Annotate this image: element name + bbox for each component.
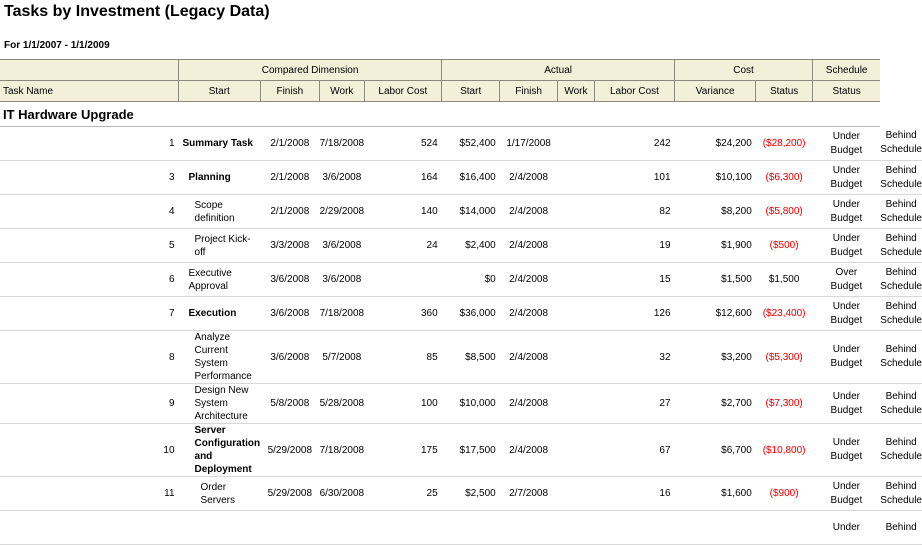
- actual-start-cell: [500, 511, 558, 545]
- actual-finish-cell: [558, 511, 595, 545]
- schedule-status-cell: [880, 127, 922, 161]
- compared-labor-cost-cell: $0: [442, 263, 500, 297]
- schedule-status-cell: [880, 195, 922, 229]
- compared-start-cell: 2/1/2008: [260, 161, 320, 195]
- column-actual-finish[interactable]: Finish: [500, 81, 558, 102]
- compared-labor-cost-cell: $52,400: [442, 127, 500, 161]
- actual-start-cell: 2/4/2008: [500, 229, 558, 263]
- schedule-status-cell: [880, 424, 922, 477]
- status-line-1: Behind: [885, 164, 917, 176]
- compared-work-cell: 140: [364, 195, 442, 229]
- actual-finish-cell: [558, 384, 595, 424]
- status-line-2: Schedule: [880, 246, 922, 258]
- task-name-cell: [179, 511, 261, 545]
- cost-status-cell: [812, 297, 880, 331]
- status-line-2: Budget: [830, 451, 863, 462]
- status-line-2: Budget: [830, 494, 863, 506]
- status-line-2: Budget: [830, 144, 863, 156]
- header-compared-dimension: Compared Dimension: [179, 60, 442, 81]
- status-line-1: Under: [832, 164, 860, 176]
- status-line-2: Schedule: [880, 178, 922, 190]
- variance-cell: ($28,200): [756, 127, 813, 161]
- actual-finish-cell: [558, 127, 595, 161]
- compared-start-cell: 2/1/2008: [260, 127, 320, 161]
- variance-cell: ($6,300): [756, 161, 813, 195]
- header-spacer: [0, 60, 179, 81]
- task-name-cell: [179, 384, 261, 424]
- table-row[interactable]: [0, 161, 922, 195]
- status-line-2: Schedule: [880, 314, 922, 326]
- cost-status-cell: [812, 424, 880, 477]
- variance-cell: ($5,300): [756, 331, 813, 384]
- compared-finish-cell: 7/18/2008: [320, 297, 365, 331]
- compared-work-cell: 85: [364, 331, 442, 384]
- actual-start-cell: 2/4/2008: [500, 161, 558, 195]
- actual-work-cell: 126: [594, 297, 674, 331]
- actual-finish-cell: [558, 195, 595, 229]
- actual-finish-cell: [558, 424, 595, 477]
- status-line-2: Schedule: [880, 494, 922, 506]
- status-line-1: Behind: [885, 344, 917, 355]
- actual-start-cell: 2/4/2008: [500, 195, 558, 229]
- schedule-status-cell: [880, 511, 922, 545]
- cost-status-cell: [812, 331, 880, 384]
- variance-cell: ($500): [756, 229, 813, 263]
- variance-cell: ($10,800): [756, 424, 813, 477]
- actual-labor-cost-cell: $12,600: [675, 297, 756, 331]
- actual-labor-cost-cell: [675, 511, 756, 545]
- task-name-text: Order Servers: [200, 481, 235, 506]
- investment-group-row: [0, 102, 922, 127]
- actual-labor-cost-cell: $24,200: [675, 127, 756, 161]
- actual-work-cell: 82: [594, 195, 674, 229]
- compared-finish-cell: 3/6/2008: [320, 229, 365, 263]
- actual-finish-cell: [558, 331, 595, 384]
- task-name-text: Summary Task: [182, 138, 253, 149]
- compared-work-cell: 360: [364, 297, 442, 331]
- actual-work-cell: 242: [594, 127, 674, 161]
- tasks-table: [0, 59, 922, 545]
- schedule-status-cell: [880, 384, 922, 424]
- report-date-range: For 1/1/2007 - 1/1/2009: [4, 40, 110, 51]
- status-line-1: Over: [835, 266, 858, 278]
- task-name-cell: [179, 477, 261, 511]
- task-id-cell: 7: [0, 297, 179, 331]
- compared-labor-cost-cell: $14,000: [442, 195, 500, 229]
- status-line-2: Schedule: [880, 404, 922, 416]
- compared-start-cell: 3/6/2008: [260, 297, 320, 331]
- task-name-text: Analyze Current System Performance: [194, 332, 252, 382]
- variance-cell: [756, 511, 813, 545]
- compared-work-cell: [364, 263, 442, 297]
- task-name-text: Project Kick-off: [194, 233, 251, 258]
- status-line-1: Under: [832, 437, 860, 448]
- compared-work-cell: 175: [364, 424, 442, 477]
- task-name-text: Design New System Architecture: [194, 385, 249, 422]
- column-variance[interactable]: Variance: [675, 81, 756, 102]
- cost-status-cell: [812, 127, 880, 161]
- compared-start-cell: 3/3/2008: [260, 229, 320, 263]
- cost-status-cell: [812, 263, 880, 297]
- status-line-1: Under: [832, 390, 860, 402]
- actual-work-cell: 15: [594, 263, 674, 297]
- cost-status-cell: [812, 384, 880, 424]
- task-name-cell: [179, 424, 261, 477]
- compared-work-cell: 100: [364, 384, 442, 424]
- actual-start-cell: 2/4/2008: [500, 263, 558, 297]
- table-row[interactable]: [0, 297, 922, 331]
- task-id-cell: [0, 511, 179, 545]
- actual-start-cell: 2/4/2008: [500, 297, 558, 331]
- status-line-2: Schedule: [880, 358, 922, 369]
- variance-cell: $1,500: [756, 263, 813, 297]
- actual-labor-cost-cell: $2,700: [675, 384, 756, 424]
- actual-work-cell: 27: [594, 384, 674, 424]
- actual-finish-cell: [558, 263, 595, 297]
- header-schedule: Schedule: [812, 60, 880, 81]
- status-line-1: Under: [832, 130, 860, 142]
- actual-finish-cell: [558, 161, 595, 195]
- task-id-cell: 9: [0, 384, 179, 424]
- compared-finish-cell: 7/18/2008: [320, 424, 365, 477]
- compared-start-cell: 5/29/2008: [260, 424, 320, 477]
- compared-start-cell: 5/29/2008: [260, 477, 320, 511]
- column-actual-work[interactable]: Work: [558, 81, 595, 102]
- task-id-cell: 1: [0, 127, 179, 161]
- actual-labor-cost-cell: $8,200: [675, 195, 756, 229]
- actual-work-cell: 19: [594, 229, 674, 263]
- task-id-cell: 6: [0, 263, 179, 297]
- actual-labor-cost-cell: $1,500: [675, 263, 756, 297]
- compared-labor-cost-cell: $8,500: [442, 331, 500, 384]
- task-id-cell: 8: [0, 331, 179, 384]
- table-row[interactable]: [0, 127, 922, 161]
- actual-labor-cost-cell: $3,200: [675, 331, 756, 384]
- table-row[interactable]: [0, 229, 922, 263]
- task-name-cell: [179, 127, 261, 161]
- task-name-cell: [179, 297, 261, 331]
- cost-status-cell: [812, 229, 880, 263]
- table-row[interactable]: [0, 477, 922, 511]
- compared-finish-cell: 5/7/2008: [320, 331, 365, 384]
- compared-finish-cell: 5/28/2008: [320, 384, 365, 424]
- compared-start-cell: 2/1/2008: [260, 195, 320, 229]
- task-name-cell: [179, 161, 261, 195]
- status-line-2: Budget: [830, 246, 863, 258]
- column-compared-work[interactable]: Work: [320, 81, 365, 102]
- compared-labor-cost-cell: $2,400: [442, 229, 500, 263]
- compared-labor-cost-cell: $36,000: [442, 297, 500, 331]
- status-line-2: Budget: [830, 280, 863, 292]
- status-line-2: Budget: [830, 358, 863, 369]
- investment-name: IT Hardware Upgrade: [0, 102, 880, 127]
- compared-start-cell: 3/6/2008: [260, 263, 320, 297]
- table-row[interactable]: [0, 263, 922, 297]
- variance-cell: ($900): [756, 477, 813, 511]
- actual-start-cell: 2/4/2008: [500, 424, 558, 477]
- status-line-1: Under: [832, 198, 860, 210]
- table-row[interactable]: [0, 424, 922, 477]
- schedule-status-cell: [880, 331, 922, 384]
- compared-labor-cost-cell: $2,500: [442, 477, 500, 511]
- compared-labor-cost-cell: $10,000: [442, 384, 500, 424]
- task-name-cell: [179, 331, 261, 384]
- variance-cell: ($23,400): [756, 297, 813, 331]
- status-line-1: Under: [832, 480, 860, 492]
- status-line-1: Behind: [885, 390, 917, 402]
- report-title: Tasks by Investment (Legacy Data): [4, 3, 270, 20]
- variance-cell: ($7,300): [756, 384, 813, 424]
- cost-status-cell: [812, 477, 880, 511]
- task-id-cell: 3: [0, 161, 179, 195]
- status-line-1: Behind: [885, 232, 917, 244]
- task-id-cell: 4: [0, 195, 179, 229]
- header-actual: Actual: [442, 60, 675, 81]
- task-rows: [0, 127, 922, 545]
- cost-status-cell: [812, 161, 880, 195]
- cost-status-cell: [812, 195, 880, 229]
- schedule-status-cell: [880, 161, 922, 195]
- schedule-status-cell: [880, 477, 922, 511]
- compared-labor-cost-cell: [442, 511, 500, 545]
- status-line-1: Behind: [885, 521, 917, 533]
- compared-finish-cell: 2/29/2008: [320, 195, 365, 229]
- status-line-1: Behind: [885, 198, 917, 210]
- status-line-1: Behind: [885, 300, 917, 312]
- task-name-cell: [179, 195, 261, 229]
- task-id-cell: 10: [0, 424, 179, 477]
- schedule-status-cell: [880, 229, 922, 263]
- actual-work-cell: 32: [594, 331, 674, 384]
- actual-labor-cost-cell: $1,600: [675, 477, 756, 511]
- column-actual-labor-cost[interactable]: Labor Cost: [594, 81, 674, 102]
- actual-labor-cost-cell: $10,100: [675, 161, 756, 195]
- task-name-cell: [179, 229, 261, 263]
- status-line-2: Schedule: [880, 451, 922, 462]
- cost-status-cell: [812, 511, 880, 545]
- actual-labor-cost-cell: $1,900: [675, 229, 756, 263]
- header-cost: Cost: [675, 60, 813, 81]
- compared-work-cell: 524: [364, 127, 442, 161]
- actual-finish-cell: [558, 229, 595, 263]
- schedule-status-cell: [880, 263, 922, 297]
- status-line-2: Budget: [830, 212, 863, 224]
- task-name-cell: [179, 263, 261, 297]
- status-line-2: Schedule: [880, 212, 922, 224]
- actual-finish-cell: [558, 477, 595, 511]
- task-name-text: Server Configuration and Deployment: [194, 425, 261, 475]
- compared-work-cell: [364, 511, 442, 545]
- compared-start-cell: 3/6/2008: [260, 331, 320, 384]
- status-line-1: Under: [832, 232, 860, 244]
- task-name-text: Executive Approval: [188, 267, 232, 292]
- task-id-cell: 5: [0, 229, 179, 263]
- status-line-2: Budget: [830, 178, 863, 190]
- actual-work-cell: 101: [594, 161, 674, 195]
- compared-finish-cell: [320, 511, 365, 545]
- actual-start-cell: 2/7/2008: [500, 477, 558, 511]
- status-line-2: Budget: [830, 314, 863, 326]
- compared-finish-cell: 6/30/2008: [320, 477, 365, 511]
- status-line-2: Schedule: [880, 280, 922, 292]
- status-line-1: Behind: [885, 266, 917, 278]
- actual-work-cell: 16: [594, 477, 674, 511]
- column-schedule-status[interactable]: Status: [812, 81, 880, 102]
- status-line-1: Behind: [885, 130, 917, 142]
- compared-labor-cost-cell: $17,500: [442, 424, 500, 477]
- column-task-name[interactable]: Task Name: [0, 81, 179, 102]
- task-name-text: Execution: [188, 308, 237, 319]
- status-line-1: Behind: [885, 480, 917, 492]
- schedule-status-cell: [880, 297, 922, 331]
- table-row[interactable]: [0, 195, 922, 229]
- compared-work-cell: 24: [364, 229, 442, 263]
- status-line-2: Budget: [830, 404, 863, 416]
- compared-finish-cell: 7/18/2008: [320, 127, 365, 161]
- actual-start-cell: 1/17/2008: [500, 127, 558, 161]
- column-compared-labor-cost[interactable]: Labor Cost: [364, 81, 442, 102]
- column-compared-start[interactable]: Start: [179, 81, 261, 102]
- table-row[interactable]: [0, 384, 922, 424]
- compared-start-cell: 5/8/2008: [260, 384, 320, 424]
- column-actual-start[interactable]: Start: [442, 81, 500, 102]
- table-row[interactable]: [0, 511, 922, 545]
- table-row[interactable]: [0, 331, 922, 384]
- actual-work-cell: 67: [594, 424, 674, 477]
- compared-finish-cell: 3/6/2008: [320, 161, 365, 195]
- actual-start-cell: 2/4/2008: [500, 331, 558, 384]
- task-name-text: Scope definition: [194, 199, 235, 224]
- column-compared-finish[interactable]: Finish: [260, 81, 320, 102]
- compared-start-cell: [260, 511, 320, 545]
- status-line-1: Under: [832, 344, 860, 355]
- status-line-2: Schedule: [880, 144, 922, 156]
- actual-labor-cost-cell: $6,700: [675, 424, 756, 477]
- task-id-cell: 11: [0, 477, 179, 511]
- compared-labor-cost-cell: $16,400: [442, 161, 500, 195]
- variance-cell: ($5,800): [756, 195, 813, 229]
- actual-start-cell: 2/4/2008: [500, 384, 558, 424]
- status-line-1: Under: [832, 521, 860, 533]
- compared-finish-cell: 3/6/2008: [320, 263, 365, 297]
- column-cost-status[interactable]: Status: [756, 81, 813, 102]
- compared-work-cell: 25: [364, 477, 442, 511]
- compared-work-cell: 164: [364, 161, 442, 195]
- status-line-1: Under: [832, 300, 860, 312]
- actual-finish-cell: [558, 297, 595, 331]
- status-line-1: Behind: [885, 437, 917, 448]
- actual-work-cell: [594, 511, 674, 545]
- task-name-text: Planning: [188, 172, 231, 183]
